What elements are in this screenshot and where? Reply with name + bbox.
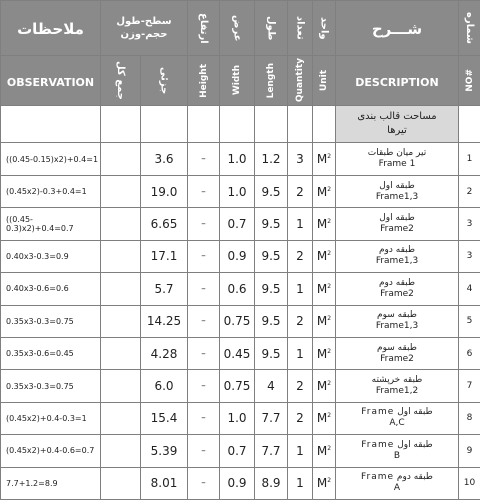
table-row [1,337,480,369]
row-number-cell: 5 [459,305,480,337]
width-cell: 0.6 [220,273,255,305]
description-fa: طبقه اول [379,212,415,223]
width-header-en: Width [220,56,255,106]
number-header-fa: شماره [459,1,480,56]
width-cell: 0.75 [220,305,255,337]
height-cell: – [188,240,220,272]
observation-cell: 0.40x3-0.3=0.9 [1,240,101,272]
length-cell: 9.5 [255,175,288,207]
description-cell [336,337,459,369]
total-cell [101,175,141,207]
quantity-cell: 2 [288,240,313,272]
partial-cell: 14.25 [141,305,188,337]
quantity-cell: 1 [288,467,313,499]
unit-cell: $M^2$ [313,208,336,240]
row-number-cell: 3 [459,208,480,240]
description-en: Frame1,3 [375,321,419,332]
description-en: Frame 1 [378,159,416,170]
unit-cell: $M^2$ [313,467,336,499]
unit-cell: $M^2$ [313,175,336,207]
width-cell: 1.0 [220,175,255,207]
height-header-en: Height [188,56,220,106]
observation-cell: (0.45x2)+0.4-0.3=1 [1,402,101,434]
description-fa: طبقه اول Frame [361,407,433,418]
description-fa: طبقه دوم [378,277,416,288]
count-header-en: Quantity [288,56,313,106]
row-number-cell: 1 [459,143,480,175]
description-fa: طبقه اول Frame [361,439,433,450]
table-row [1,305,480,337]
description-cell [336,435,459,467]
quantity-cell: 2 [288,305,313,337]
description-cell [336,402,459,434]
width-cell: 0.75 [220,370,255,402]
total-header: جمع کل [101,56,141,106]
partial-cell: 5.39 [141,435,188,467]
total-cell [101,305,141,337]
row-number-cell: 9 [459,435,480,467]
row-number-cell: 4 [459,273,480,305]
width-cell: 1.0 [220,402,255,434]
row-number-cell: 8 [459,402,480,434]
row-number-cell: 7 [459,370,480,402]
quantity-cell: 2 [288,402,313,434]
quantity-cell: 2 [288,175,313,207]
partial-header: جزئی [141,56,188,106]
row-number-cell: 2 [459,175,480,207]
height-cell: – [188,435,220,467]
partial-cell: 5.7 [141,273,188,305]
observation-cell: 0.35x3-0.3=0.75 [1,305,101,337]
total-cell [101,402,141,434]
quantity-header-fa [101,1,188,56]
length-header-fa: طول [255,1,288,56]
partial-cell: 3.6 [141,143,188,175]
table-row [1,402,480,434]
length-cell: 4 [255,370,288,402]
unit-header-en: Unit [313,56,336,106]
height-cell: – [188,402,220,434]
description-en: Frame2 [380,288,414,299]
notes-header-en: OBSERVATION [1,56,101,106]
length-cell: 7.7 [255,435,288,467]
table-row [1,175,480,207]
description-en: A,C [389,418,405,429]
total-cell [101,337,141,369]
quantity-header-label: سطح-طول حجم-وزن [116,16,172,40]
quantity-cell: 1 [288,273,313,305]
length-cell: 9.5 [255,337,288,369]
description-fa: طبقه سوم [377,310,417,321]
description-en: Frame2 [380,353,414,364]
unit-cell: $M^2$ [313,370,336,402]
partial-cell: 8.01 [141,467,188,499]
notes-header-fa: ملاحظات [1,1,101,56]
count-header-fa: تعداد [288,1,313,56]
width-cell: 0.45 [220,337,255,369]
length-cell: 8.9 [255,467,288,499]
unit-cell: $M^2$ [313,435,336,467]
description-en: Frame1,3 [375,256,419,267]
row-number-cell: 3 [459,240,480,272]
table-row [1,143,480,175]
width-header-fa: عرض [220,1,255,56]
description-cell [336,467,459,499]
section-row [1,106,480,143]
description-en: Frame1,3 [375,191,419,202]
width-cell: 0.9 [220,240,255,272]
description-header-en: DESCRIPTION [336,56,459,106]
length-cell: 9.5 [255,240,288,272]
height-cell: – [188,305,220,337]
quantity-cell: 1 [288,208,313,240]
description-fa: طبقه دوم Frame [361,472,433,483]
description-en: Frame1,2 [375,386,419,397]
row-number-cell: 10 [459,467,480,499]
description-en: A [393,483,401,494]
quantity-cell: 3 [288,143,313,175]
partial-cell: 4.28 [141,337,188,369]
description-fa: طبقه خرپشته [371,375,423,386]
unit-cell: $M^2$ [313,305,336,337]
table-row [1,467,480,499]
observation-cell: 0.40x3-0.6=0.6 [1,273,101,305]
observation-cell: 0.35x3-0.6=0.45 [1,337,101,369]
total-cell [101,273,141,305]
height-cell: – [188,337,220,369]
table-row [1,208,480,240]
height-cell: – [188,175,220,207]
description-en: B [393,450,401,461]
width-cell: 0.7 [220,208,255,240]
partial-cell: 6.65 [141,208,188,240]
description-fa: طبقه اول [379,180,415,191]
description-fa: تیر میان طبقات [367,148,427,159]
observation-cell: (0.45x2)+0.4-0.6=0.7 [1,435,101,467]
height-header-fa: ارتفاع [188,1,220,56]
total-cell [101,435,141,467]
table-row [1,240,480,272]
number-header-en: NO# [459,56,480,106]
total-cell [101,467,141,499]
quantity-cell: 1 [288,337,313,369]
partial-cell: 6.0 [141,370,188,402]
observation-cell: (0.45x2)-0.3+0.4=1 [1,175,101,207]
description-fa: طبقه سوم [377,342,417,353]
description-cell [336,273,459,305]
height-cell: – [188,467,220,499]
height-cell: – [188,143,220,175]
length-header-en: Length [255,56,288,106]
unit-cell: $M^2$ [313,337,336,369]
partial-cell: 17.1 [141,240,188,272]
table-row [1,273,480,305]
description-fa: طبقه دوم [378,245,416,256]
unit-header-fa: واحد [313,1,336,56]
total-cell [101,208,141,240]
table-row [1,435,480,467]
height-cell: – [188,208,220,240]
width-cell: 1.0 [220,143,255,175]
observation-cell: 7.7+1.2=8.9 [1,467,101,499]
quantity-cell: 1 [288,435,313,467]
length-cell: 7.7 [255,402,288,434]
width-cell: 0.7 [220,435,255,467]
unit-cell: $M^2$ [313,143,336,175]
description-header-fa: شـــرح [336,1,459,56]
total-cell [101,143,141,175]
description-cell [336,175,459,207]
width-cell: 0.9 [220,467,255,499]
section-title: مساحت قالب بندی تیرها [336,106,459,143]
total-cell [101,240,141,272]
row-number-cell: 6 [459,337,480,369]
description-cell [336,370,459,402]
description-cell [336,240,459,272]
description-cell [336,208,459,240]
observation-cell: 0.35x3-0.3=0.75 [1,370,101,402]
total-cell [101,370,141,402]
description-cell [336,143,459,175]
length-cell: 1.2 [255,143,288,175]
quantity-cell: 2 [288,370,313,402]
unit-cell: $M^2$ [313,240,336,272]
length-cell: 9.5 [255,305,288,337]
observation-cell: ((0.45-0.15)x2)+0.4=1 [1,143,101,175]
partial-cell: 15.4 [141,402,188,434]
description-cell [336,305,459,337]
observation-cell: ((0.45-0.3)x2)+0.4=0.7 [1,208,101,240]
height-cell: – [188,273,220,305]
description-en: Frame2 [380,223,414,234]
length-cell: 9.5 [255,273,288,305]
height-cell: – [188,370,220,402]
unit-cell: $M^2$ [313,273,336,305]
table-row [1,370,480,402]
length-cell: 9.5 [255,208,288,240]
partial-cell: 19.0 [141,175,188,207]
unit-cell: $M^2$ [313,402,336,434]
